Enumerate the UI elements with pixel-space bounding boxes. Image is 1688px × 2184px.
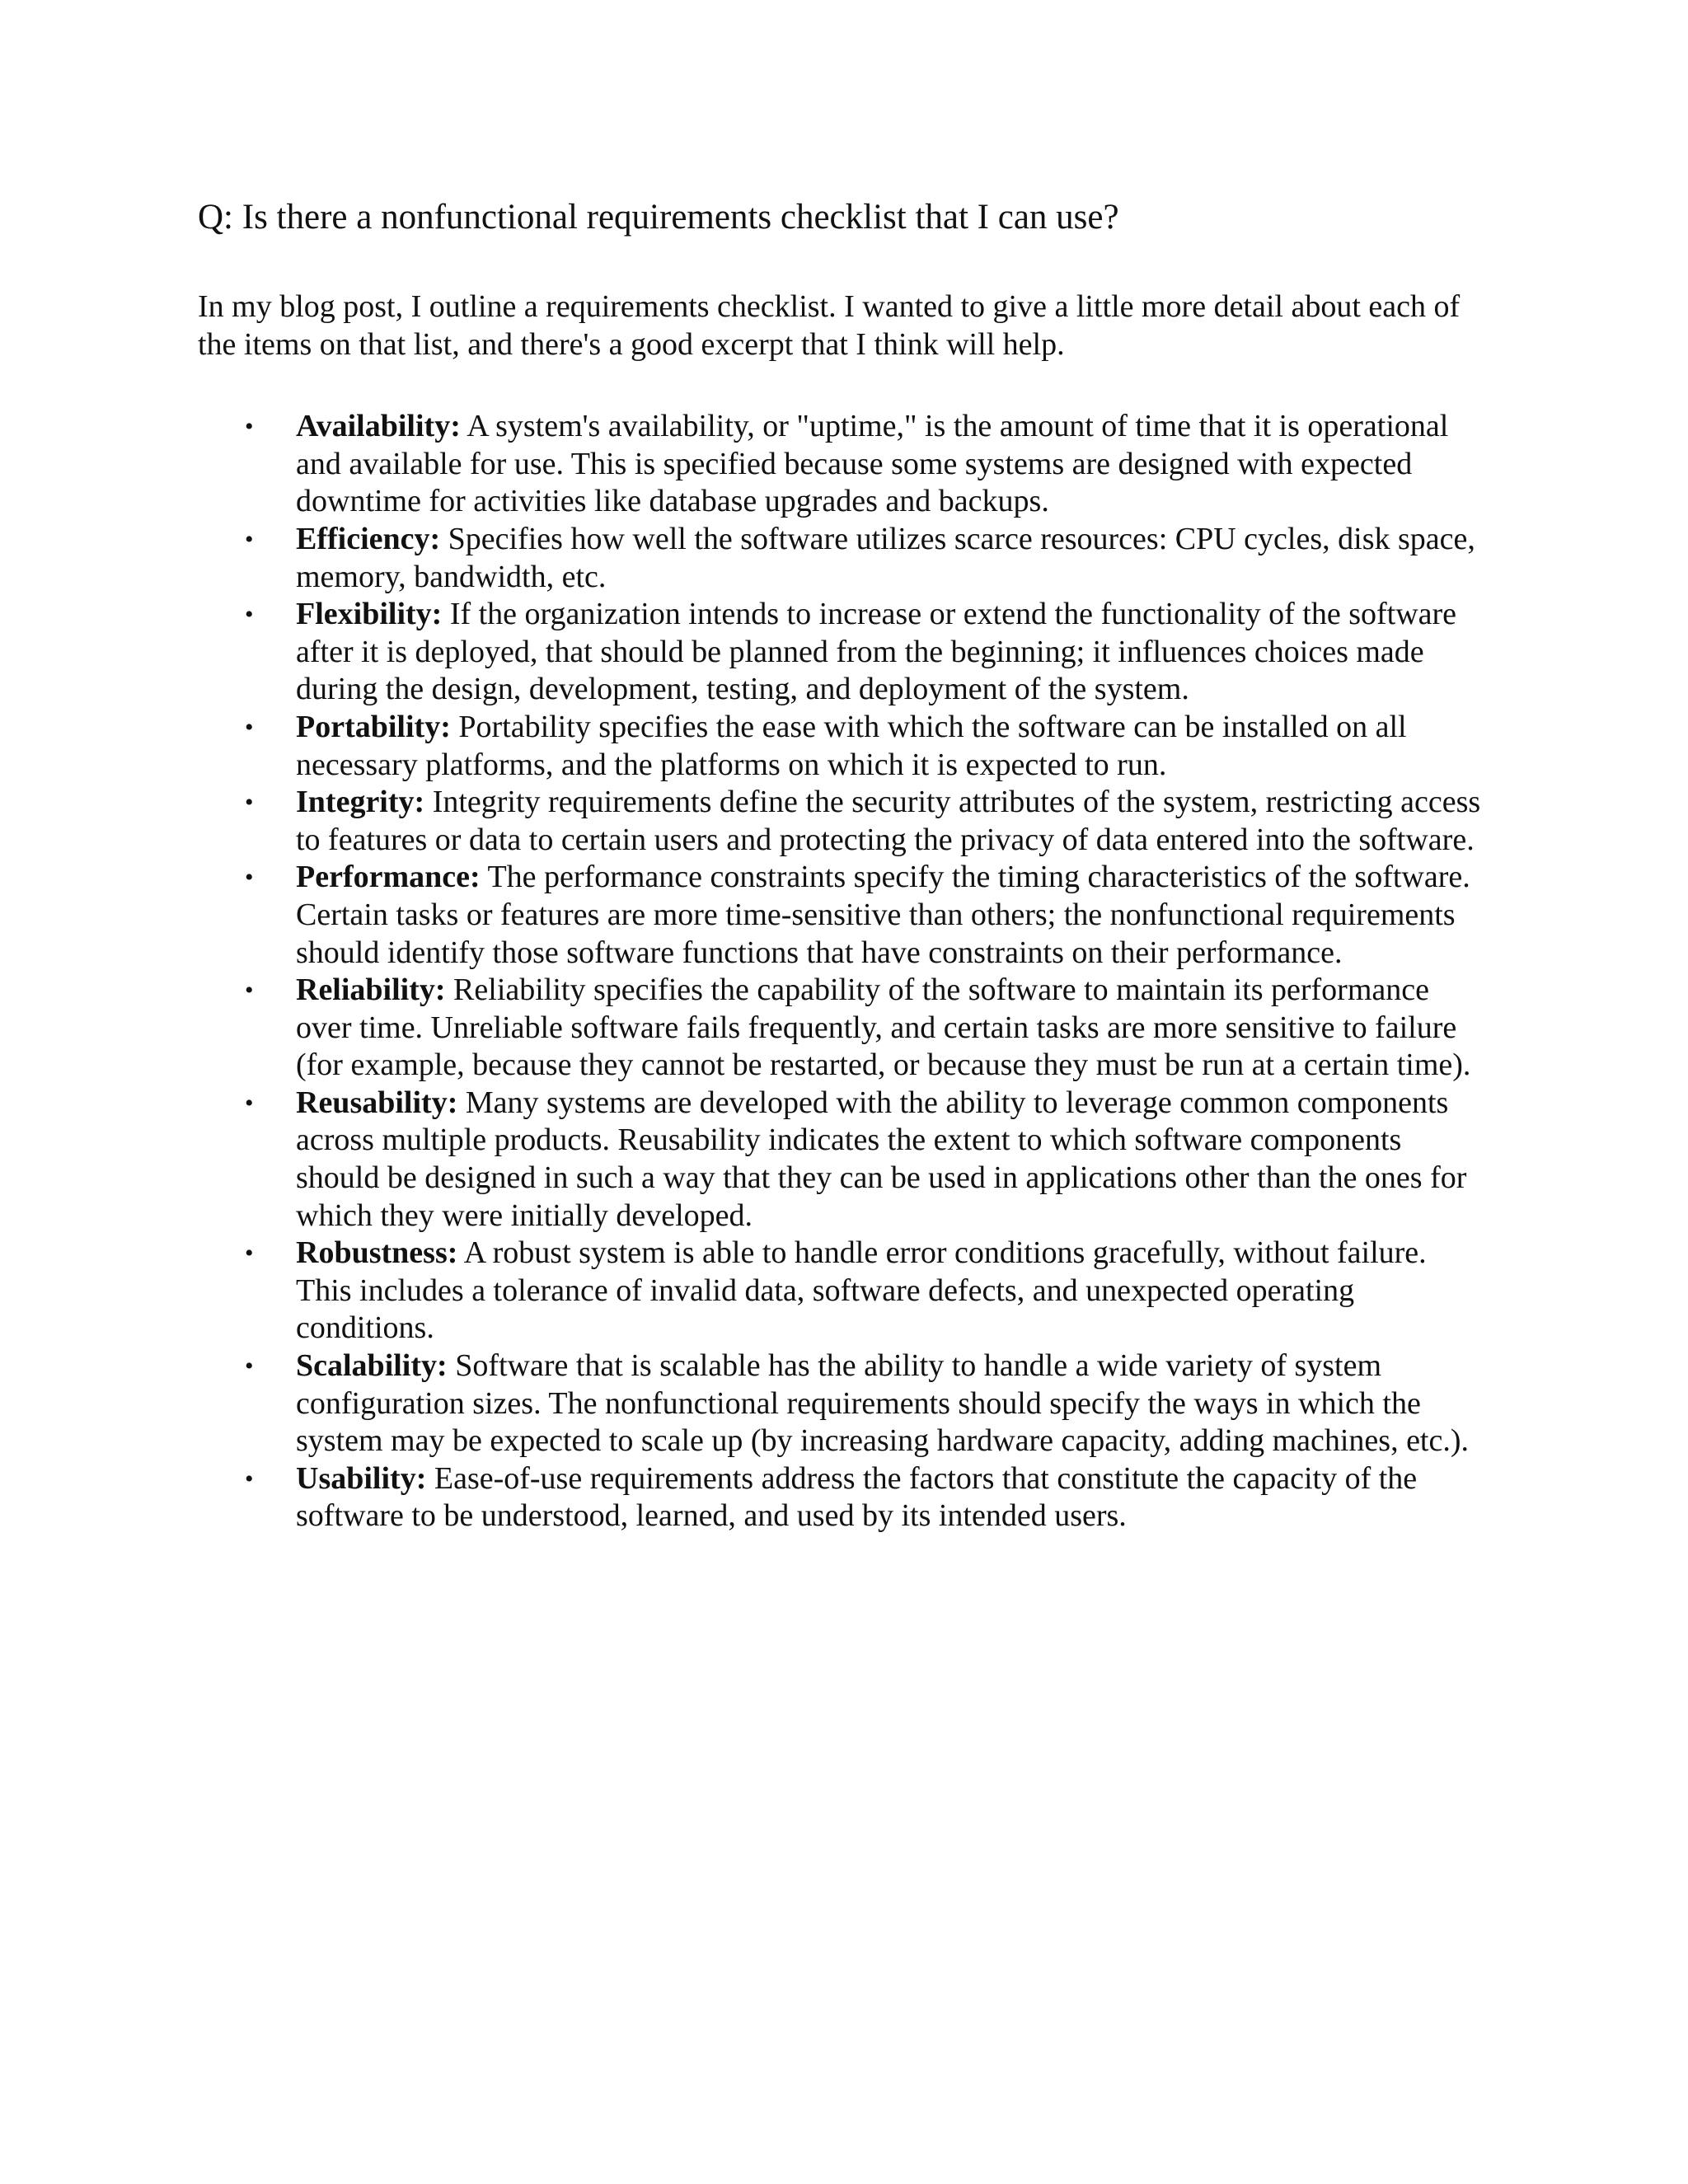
item-term: Reusability: bbox=[296, 1085, 458, 1120]
item-description: Ease-of-use requirements address the factors that constitute the capacity of the software to be understood, learned, and used by its intended users. bbox=[296, 1460, 1418, 1534]
requirements-checklist bbox=[198, 408, 1484, 1535]
bullet-icon: • bbox=[245, 601, 254, 629]
bullet-icon: • bbox=[245, 713, 254, 741]
item-description: The performance constraints specify the timing characteristics of the software. Certain tasks or features are more time-sensitive than others; the nonfunctional requirements should identify those software functions that have constraints on their performance. bbox=[296, 860, 1470, 970]
list-item bbox=[198, 1235, 1484, 1347]
bullet-icon: • bbox=[245, 1089, 254, 1117]
list-item bbox=[198, 972, 1484, 1085]
item-term: Availability: bbox=[296, 409, 461, 444]
bullet-icon: • bbox=[245, 977, 254, 1005]
bullet-icon: • bbox=[245, 1465, 254, 1493]
bullet-icon: • bbox=[245, 864, 254, 892]
item-description: Portability specifies the ease with which the software can be installed on all necessary platforms, and the platforms on which it is expected to run. bbox=[296, 709, 1407, 782]
item-description: If the organization intends to increase or extend the functionality of the software after it is deployed, that should be planned from the beginning; it influences choices made during the design, development, testing, and deployment of the system. bbox=[296, 597, 1457, 707]
item-term: Usability: bbox=[296, 1460, 427, 1496]
bullet-icon: • bbox=[245, 1352, 254, 1380]
bullet-icon: • bbox=[245, 413, 254, 441]
document-page bbox=[198, 194, 1484, 1535]
item-term: Scalability: bbox=[296, 1348, 448, 1384]
bullet-icon: • bbox=[245, 789, 254, 817]
item-term: Robustness: bbox=[296, 1235, 458, 1271]
list-item bbox=[198, 408, 1484, 521]
item-description: A system's availability, or "uptime," is the amount of time that it is operational and available for use. This is specified because some systems are designed with expected downtime for activities like database upgrades and backups. bbox=[296, 409, 1449, 519]
item-description: Many systems are developed with the ability to leverage common components across multiple products. Reusability indicates the extent to which software components should be designed in such a way that they can be used in applications other than the ones for which they were initially developed. bbox=[296, 1085, 1467, 1233]
list-item bbox=[198, 596, 1484, 709]
list-item bbox=[198, 1347, 1484, 1460]
item-term: Portability: bbox=[296, 709, 451, 744]
item-description: Reliability specifies the capability of the software to maintain its performance over time. Unreliable software fails frequently, and certain tasks are more sensitive to failure (for example, because they cannot be restarted, or because they must be run at a certain time). bbox=[296, 972, 1471, 1083]
question-heading: Q: Is there a nonfunctional requirements checklist that I can use? bbox=[198, 198, 1119, 237]
item-term: Reliability: bbox=[296, 972, 446, 1008]
intro-paragraph: In my blog post, I outline a requirements checklist. I wanted to give a little more detail about each of the items on that list, and there's a good excerpt that I think will help. bbox=[198, 289, 1461, 362]
item-description: Specifies how well the software utilizes scarce resources: CPU cycles, disk space, memory, bandwidth, etc. bbox=[296, 521, 1475, 594]
item-term: Flexibility: bbox=[296, 597, 443, 632]
list-item bbox=[198, 521, 1484, 596]
list-item bbox=[198, 859, 1484, 972]
item-description: Integrity requirements define the security attributes of the system, restricting access to features or data to certain users and protecting the privacy of data entered into the software. bbox=[296, 785, 1481, 857]
item-term: Performance: bbox=[296, 860, 481, 895]
item-description: Software that is scalable has the ability to handle a wide variety of system configuration sizes. The nonfunctional requirements should specify the ways in which the system may be expected to scale up (by increasing hardware capacity, adding machines, etc.). bbox=[296, 1348, 1470, 1459]
bullet-icon: • bbox=[245, 1240, 254, 1268]
list-item bbox=[198, 1460, 1484, 1535]
bullet-icon: • bbox=[245, 525, 254, 553]
item-description: A robust system is able to handle error conditions gracefully, without failure. This includes a tolerance of invalid data, software defects, and unexpected operating conditions. bbox=[296, 1235, 1427, 1346]
item-term: Efficiency: bbox=[296, 521, 441, 556]
list-item bbox=[198, 1085, 1484, 1235]
list-item bbox=[198, 784, 1484, 859]
list-item bbox=[198, 709, 1484, 784]
item-term: Integrity: bbox=[296, 785, 425, 820]
